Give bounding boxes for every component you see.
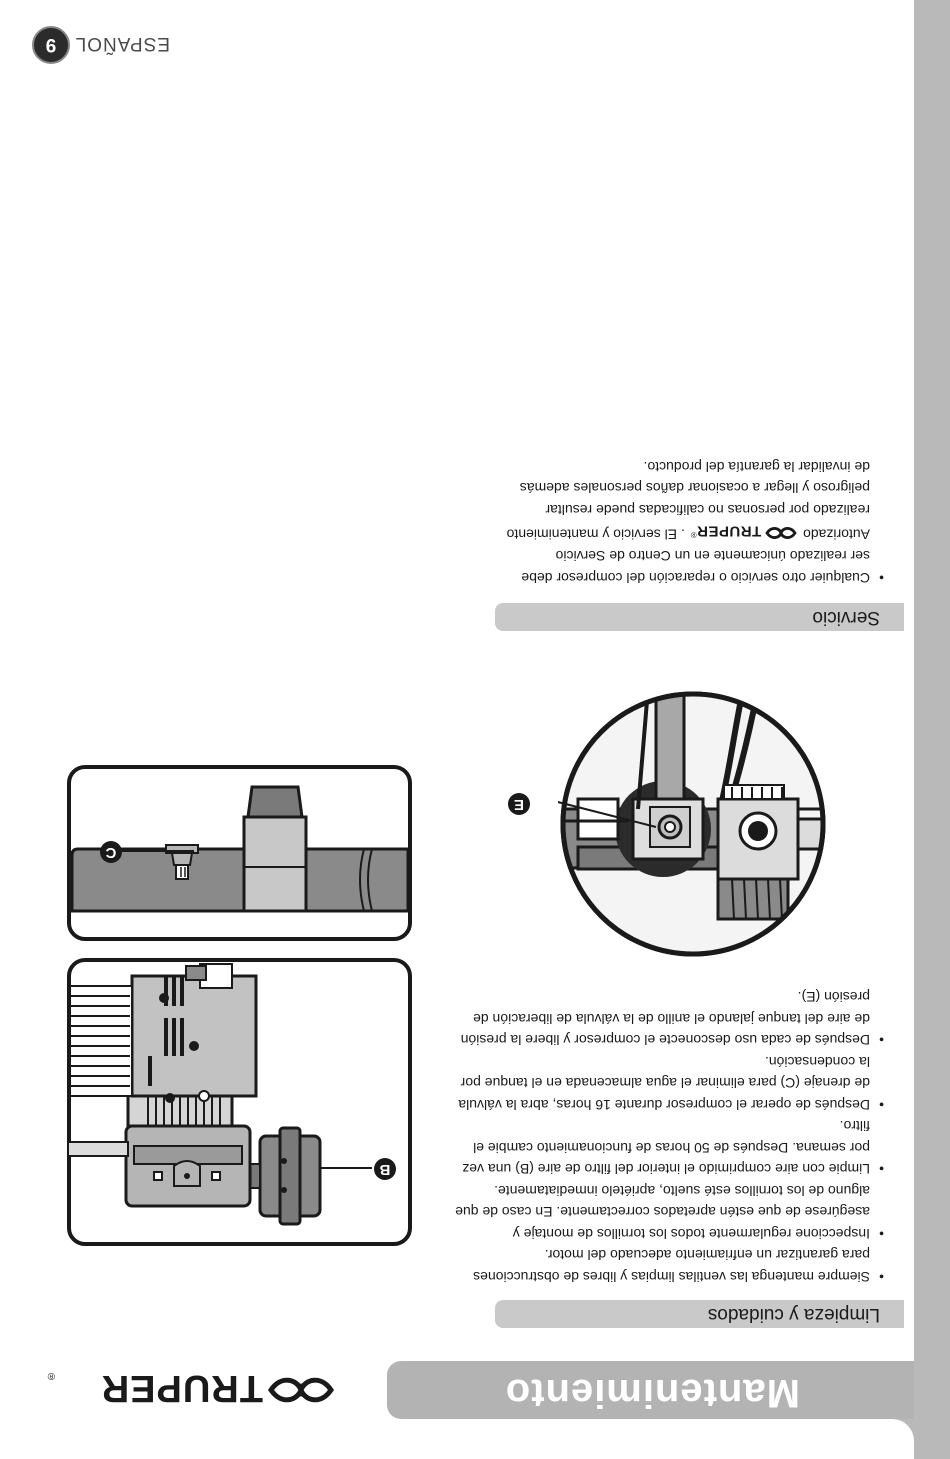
pressure-valve-figure: [514, 689, 828, 959]
title-bar-corner: [874, 1419, 914, 1459]
cleaning-bullet-3: • Limpie con aire comprimido el interior del filtro de aire (B) una vez por semana. Después de 50 horas de funcionamiento cambie el filtro.: [454, 1115, 886, 1180]
cleaning-bullet-4: • Después de operar el compresor durante 16 horas, abra la válvula de drenaje (C) para eliminar el agua almacenada en el tanque por la condensación.: [454, 1051, 886, 1116]
drain-callout-badge: [100, 841, 122, 863]
air-filter-drawing: [67, 958, 412, 1246]
air-filter-figure: [67, 958, 412, 1246]
brand-logo: [35, 1363, 335, 1409]
service-heading: Servicio: [812, 607, 880, 628]
page-footer: [30, 24, 170, 64]
drain-valve-figure: [67, 765, 412, 941]
page-title: Mantenimiento: [504, 1371, 800, 1415]
truper-logo-icon: [765, 526, 797, 540]
cleaning-heading: Limpieza y cuidados: [707, 1304, 880, 1325]
truper-logo-icon: [267, 1375, 335, 1405]
service-text-before: Cualquier otro servicio o reparación del compresor debe ser realizado únicamente en un Centro de Servicio Autorizado: [521, 526, 870, 586]
filter-callout-label: B: [379, 1161, 391, 1178]
service-bullet-1: [506, 455, 886, 588]
cleaning-bullet-5: • Después de cada uso desconecte el compresor y libere la presión de aire del tanque jalando el anillo de la válvula de liberación de presión (E).: [454, 986, 886, 1051]
pressure-valve-drawing: [558, 689, 828, 959]
valve-callout-badge: [508, 793, 530, 815]
filter-callout-badge: [374, 1158, 396, 1180]
cleaning-bullet-list: [454, 986, 886, 1287]
page-number-badge: [32, 26, 70, 64]
service-bullet-list: [506, 455, 886, 588]
cleaning-bullet-2: • Inspeccione regularmente todos los tornillos de montaje y asegúrese de que estén apretados correctamente. En caso de que alguno de los tornillos esté suelto, apriételo inmediatamente.: [454, 1180, 886, 1245]
service-text-after: . El servicio y mantenimiento realizado por personas no calificadas puede resultar peligroso y llegar a ocasionar daños personales además de invalidar la garantía del producto.: [506, 458, 870, 543]
drain-callout-label: C: [105, 844, 117, 861]
brand-name: TRUPER: [100, 1367, 263, 1409]
language-label: ESPAÑOL: [74, 33, 170, 54]
service-brand-name: TRUPER: [696, 522, 762, 540]
cleaning-section-header: [495, 1300, 904, 1328]
service-brand-registered: ®: [690, 530, 697, 539]
left-sidebar-band: [914, 0, 950, 1459]
page-number: 9: [45, 34, 57, 55]
service-inline-brand: [691, 520, 797, 545]
cleaning-bullet-1: • Siempre mantenga las ventilas limpias y libres de obstrucciones para garantizar un enfriamiento adecuado del motor.: [454, 1244, 886, 1287]
service-section-header: [495, 603, 904, 631]
valve-callout-label: E: [514, 796, 525, 813]
brand-registered-mark: ®: [47, 1370, 55, 1381]
